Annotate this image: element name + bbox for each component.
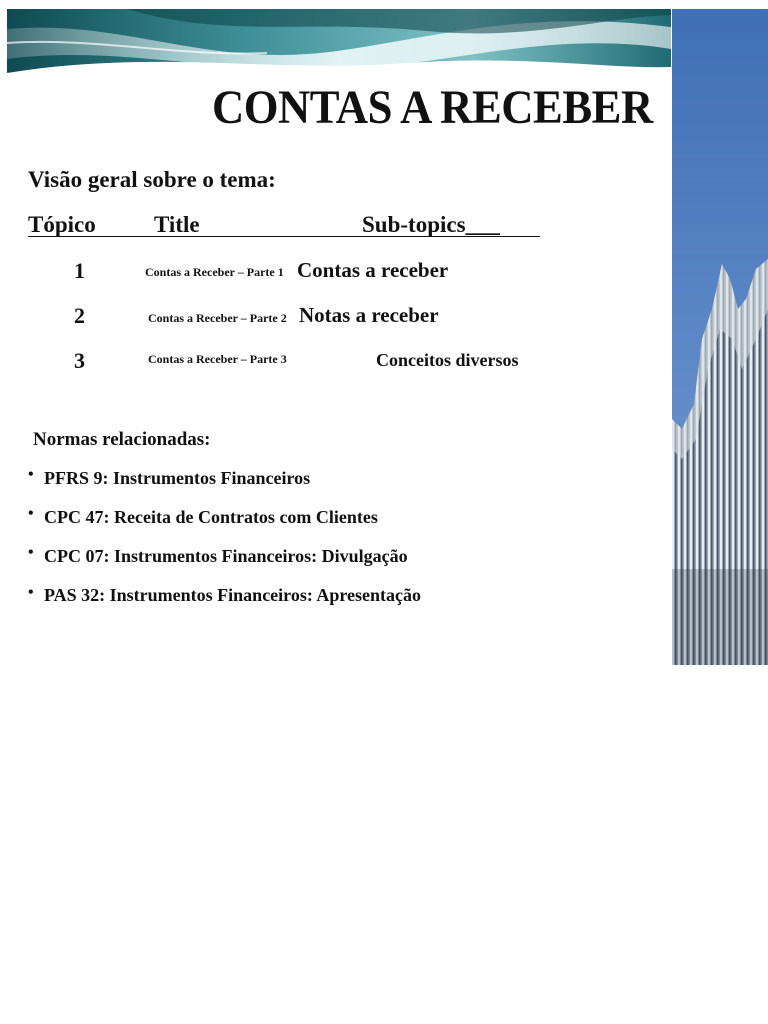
row-number: 2 [74,303,85,328]
norm-item: PFRS 9: Instrumentos Financeiros [44,468,311,488]
row-subtopic: Conceitos diversos [376,350,519,370]
norm-item: CPC 07: Instrumentos Financeiros: Divulgação [44,546,408,566]
column-header-title: Title [154,212,200,237]
row-title: Contas a Receber – Parte 1 [145,265,284,279]
header-underline [28,236,540,237]
bullet-icon: • [28,584,34,601]
norm-item: PAS 32: Instrumentos Financeiros: Apresentação [44,585,421,605]
bullet-icon: • [28,505,34,522]
row-subtopic: Contas a receber [297,258,449,282]
row-number: 3 [74,348,85,373]
wave-banner-image [7,9,671,73]
norms-heading: Normas relacionadas: [33,429,211,450]
column-header-topic: Tópico [28,212,96,237]
row-title: Contas a Receber – Parte 2 [148,311,287,325]
bullet-icon: • [28,544,34,561]
bullet-icon: • [28,466,34,483]
overview-heading: Visão geral sobre o tema: [28,167,276,192]
row-title: Contas a Receber – Parte 3 [148,352,287,366]
column-header-subtopics: Sub-topics___ [362,212,501,237]
row-subtopic: Notas a receber [299,303,439,327]
skyscraper-photo [672,9,768,665]
slide-title: CONTAS A RECEBER [212,81,653,134]
norm-item: CPC 47: Receita de Contratos com Clientes [44,507,378,527]
row-number: 1 [74,258,85,283]
